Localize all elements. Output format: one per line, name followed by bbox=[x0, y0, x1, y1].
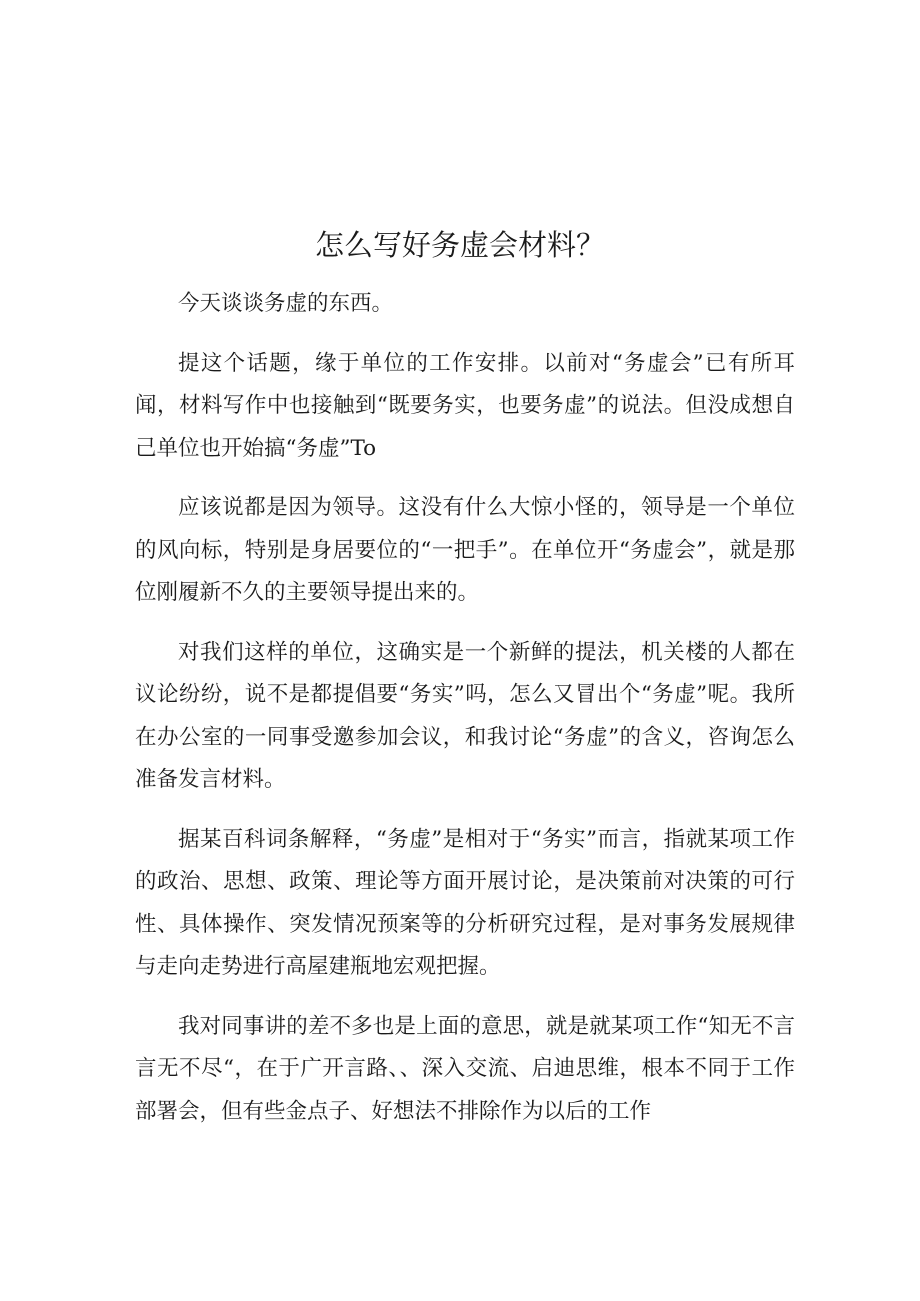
paragraph: 今天谈谈务虚的东西。 bbox=[178, 291, 394, 316]
paragraph: 对我们这样的单位，这确实是一个新鲜的提法，机关楼的人都在议论纷纷，说不是都提倡要“务实”吗，怎么又冒出个“务虚”呢。我所在办公室的一同事受邀参加会议，和我讨论“务虚”的含义，咨询怎么准备发言材料。 bbox=[135, 639, 795, 792]
document-body bbox=[135, 283, 795, 1150]
paragraph: 提这个话题，缘于单位的工作安排。以前对“务虚会”已有所耳闻，材料写作中也接触到“既要务实，也要务虚”的说法。但没成想自己单位也开始搞“务虚”To bbox=[135, 350, 795, 461]
paragraph: 据某百科词条解释，“务虚”是相对于“务实”而言，指就某项工作的政治、思想、政策、理论等方面开展讨论，是决策前对决策的可行性、具体操作、突发情况预案等的分析研究过程，是对事务发展规律与走向走势进行高屋建瓶地宏观把握。 bbox=[135, 826, 795, 979]
paragraph: 应该说都是因为领导。这没有什么大惊小怪的，领导是一个单位的风向标，特别是身居要位的“一把手”。在单位开“务虚会”，就是那位刚履新不久的主要领导提出来的。 bbox=[135, 495, 795, 605]
document-title: 怎么写好务虚会材料？ bbox=[314, 228, 605, 262]
paragraph: 我对同事讲的差不多也是上面的意思，就是就某项工作“知无不言言无不尽“，在于广开言路、、深入交流、启迪思维，根本不同于工作部署会，但有些金点子、好想法不排除作为以后的工作 bbox=[135, 1013, 795, 1124]
